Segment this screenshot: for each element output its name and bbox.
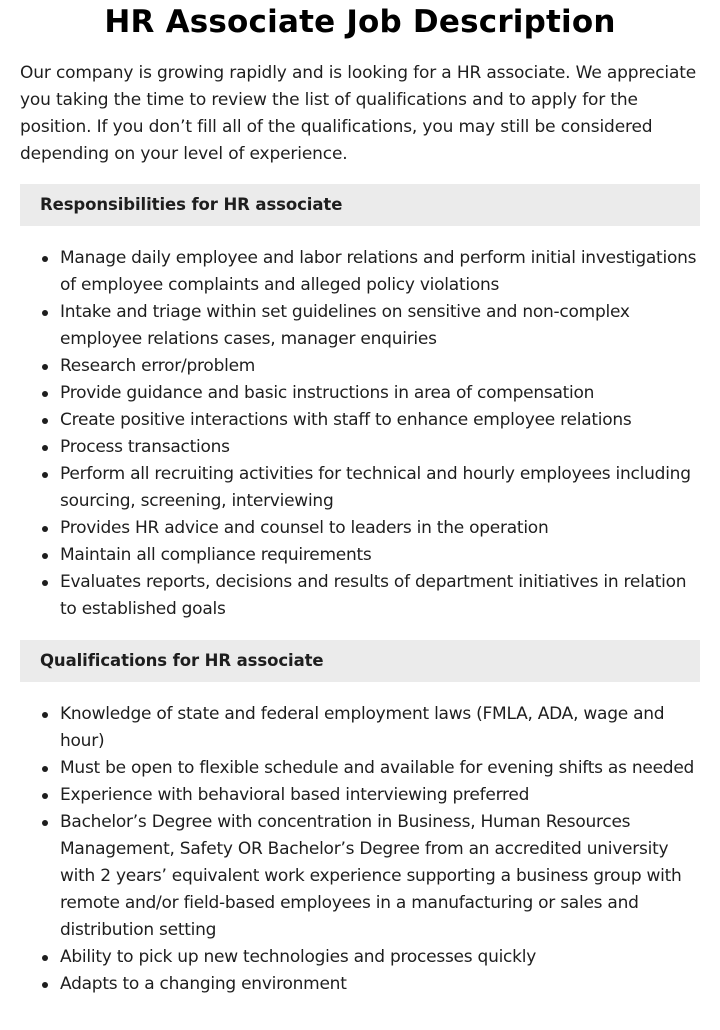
list-item: Provide guidance and basic instructions in area of compensation — [60, 380, 700, 407]
list-item: Create positive interactions with staff to enhance employee relations — [60, 407, 700, 434]
list-item: Bachelor’s Degree with concentration in Business, Human Resources Management, Safety OR Bachelor’s Degree from an accredited university with 2 years’ equivalent work experience supporting a business group with remote and/or field-based employees in a manufacturing or sales and distribution setting — [60, 809, 700, 944]
list-item: Manage daily employee and labor relations and perform initial investigations of employee complaints and alleged policy violations — [60, 245, 700, 299]
list-item: Process transactions — [60, 434, 700, 461]
list-item: Knowledge of state and federal employment laws (FMLA, ADA, wage and hour) — [60, 701, 700, 755]
list-item: Experience with behavioral based interviewing preferred — [60, 782, 700, 809]
list-item: Perform all recruiting activities for technical and hourly employees including sourcing, screening, interviewing — [60, 461, 700, 515]
page-title: HR Associate Job Description — [104, 4, 616, 40]
list-item: Evaluates reports, decisions and results of department initiatives in relation to established goals — [60, 569, 700, 623]
list-item: Research error/problem — [60, 353, 700, 380]
qualifications-list — [20, 701, 700, 998]
list-item: Ability to pick up new technologies and processes quickly — [60, 944, 700, 971]
qualifications-heading: Qualifications for HR associate — [20, 640, 700, 682]
responsibilities-list — [20, 245, 700, 623]
responsibilities-section — [20, 184, 700, 623]
responsibilities-heading: Responsibilities for HR associate — [20, 184, 700, 226]
list-item: Adapts to a changing environment — [60, 971, 700, 998]
intro-paragraph: Our company is growing rapidly and is looking for a HR associate. We appreciate you taking the time to review the list of qualifications and to apply for the position. If you don’t fill all of the qualifications, you may still be considered depending on your level of experience. — [20, 63, 697, 164]
qualifications-section — [20, 640, 700, 998]
list-item: Maintain all compliance requirements — [60, 542, 700, 569]
list-item: Must be open to flexible schedule and available for evening shifts as needed — [60, 755, 700, 782]
list-item: Intake and triage within set guidelines on sensitive and non-complex employee relations cases, manager enquiries — [60, 299, 700, 353]
list-item: Provides HR advice and counsel to leaders in the operation — [60, 515, 700, 542]
